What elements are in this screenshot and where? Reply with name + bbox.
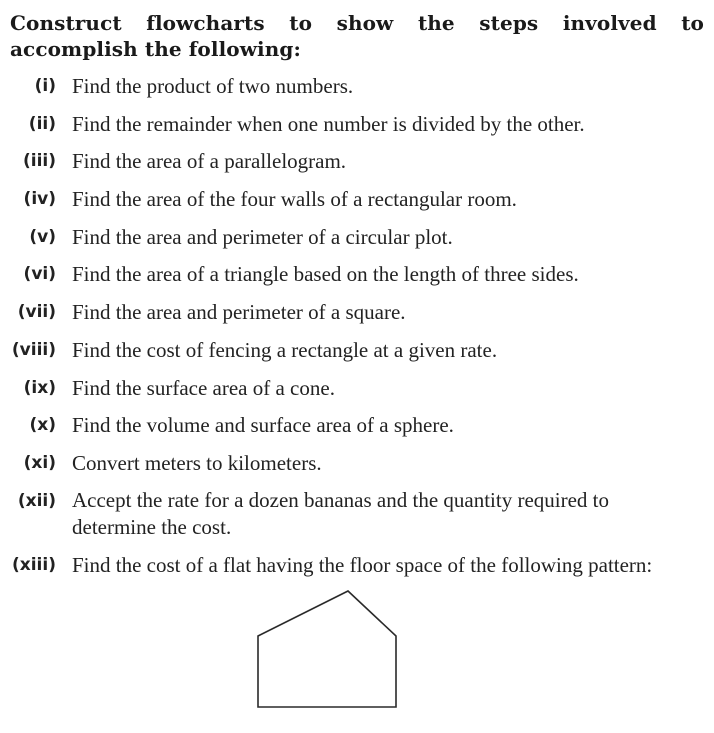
item-text: Find the area and perimeter of a square. bbox=[72, 300, 406, 325]
item-text: Convert meters to kilometers. bbox=[72, 450, 322, 475]
list-item bbox=[0, 411, 714, 449]
list-item bbox=[0, 487, 714, 551]
item-text: Find the area of a triangle based on the length of three sides. bbox=[72, 262, 579, 287]
item-number: (vii) bbox=[17, 302, 56, 323]
item-text: Find the cost of a flat having the floor space of the following pattern: bbox=[72, 552, 653, 577]
list-item bbox=[0, 449, 714, 487]
item-text: Find the cost of fencing a rectangle at a given rate. bbox=[72, 337, 498, 362]
floor-plan-outline bbox=[258, 591, 396, 707]
item-number: (ii) bbox=[28, 113, 56, 134]
item-number: (viii) bbox=[11, 339, 56, 360]
item-number: (xi) bbox=[23, 452, 56, 473]
item-number: (i) bbox=[34, 76, 56, 96]
list-item bbox=[0, 298, 714, 336]
question-heading: Construct flowcharts to show the steps involved to accomplish the following: bbox=[10, 11, 704, 61]
item-number: (ix) bbox=[23, 377, 56, 398]
item-text: Find the area of the four walls of a rectangular room. bbox=[72, 187, 517, 212]
item-number: (v) bbox=[29, 226, 56, 247]
list-item bbox=[0, 551, 714, 589]
list-item bbox=[0, 223, 714, 261]
question-list bbox=[0, 72, 714, 588]
item-number: (iv) bbox=[23, 189, 56, 210]
item-text: Find the surface area of a cone. bbox=[72, 375, 335, 400]
list-item bbox=[0, 147, 714, 185]
list-item bbox=[0, 72, 714, 110]
list-item bbox=[0, 336, 714, 374]
item-text: Find the product of two numbers. bbox=[72, 74, 354, 98]
item-text: Find the area of a parallelogram. bbox=[72, 149, 347, 174]
item-number: (iii) bbox=[22, 151, 56, 172]
item-number: (xii) bbox=[17, 490, 56, 511]
item-number: (x) bbox=[29, 415, 56, 436]
item-number: (vi) bbox=[23, 264, 56, 285]
item-text: Find the remainder when one number is divided by the other. bbox=[72, 111, 585, 136]
list-item bbox=[0, 185, 714, 223]
list-item bbox=[0, 374, 714, 412]
item-text: Accept the rate for a dozen bananas and the quantity required to determine the cost. bbox=[72, 487, 610, 539]
item-text: Find the volume and surface area of a sphere. bbox=[72, 413, 454, 438]
list-item bbox=[0, 110, 714, 148]
list-item bbox=[0, 260, 714, 298]
floor-plan-figure bbox=[254, 586, 400, 710]
item-text: Find the area and perimeter of a circular plot. bbox=[72, 224, 453, 249]
item-number: (xiii) bbox=[12, 554, 56, 575]
